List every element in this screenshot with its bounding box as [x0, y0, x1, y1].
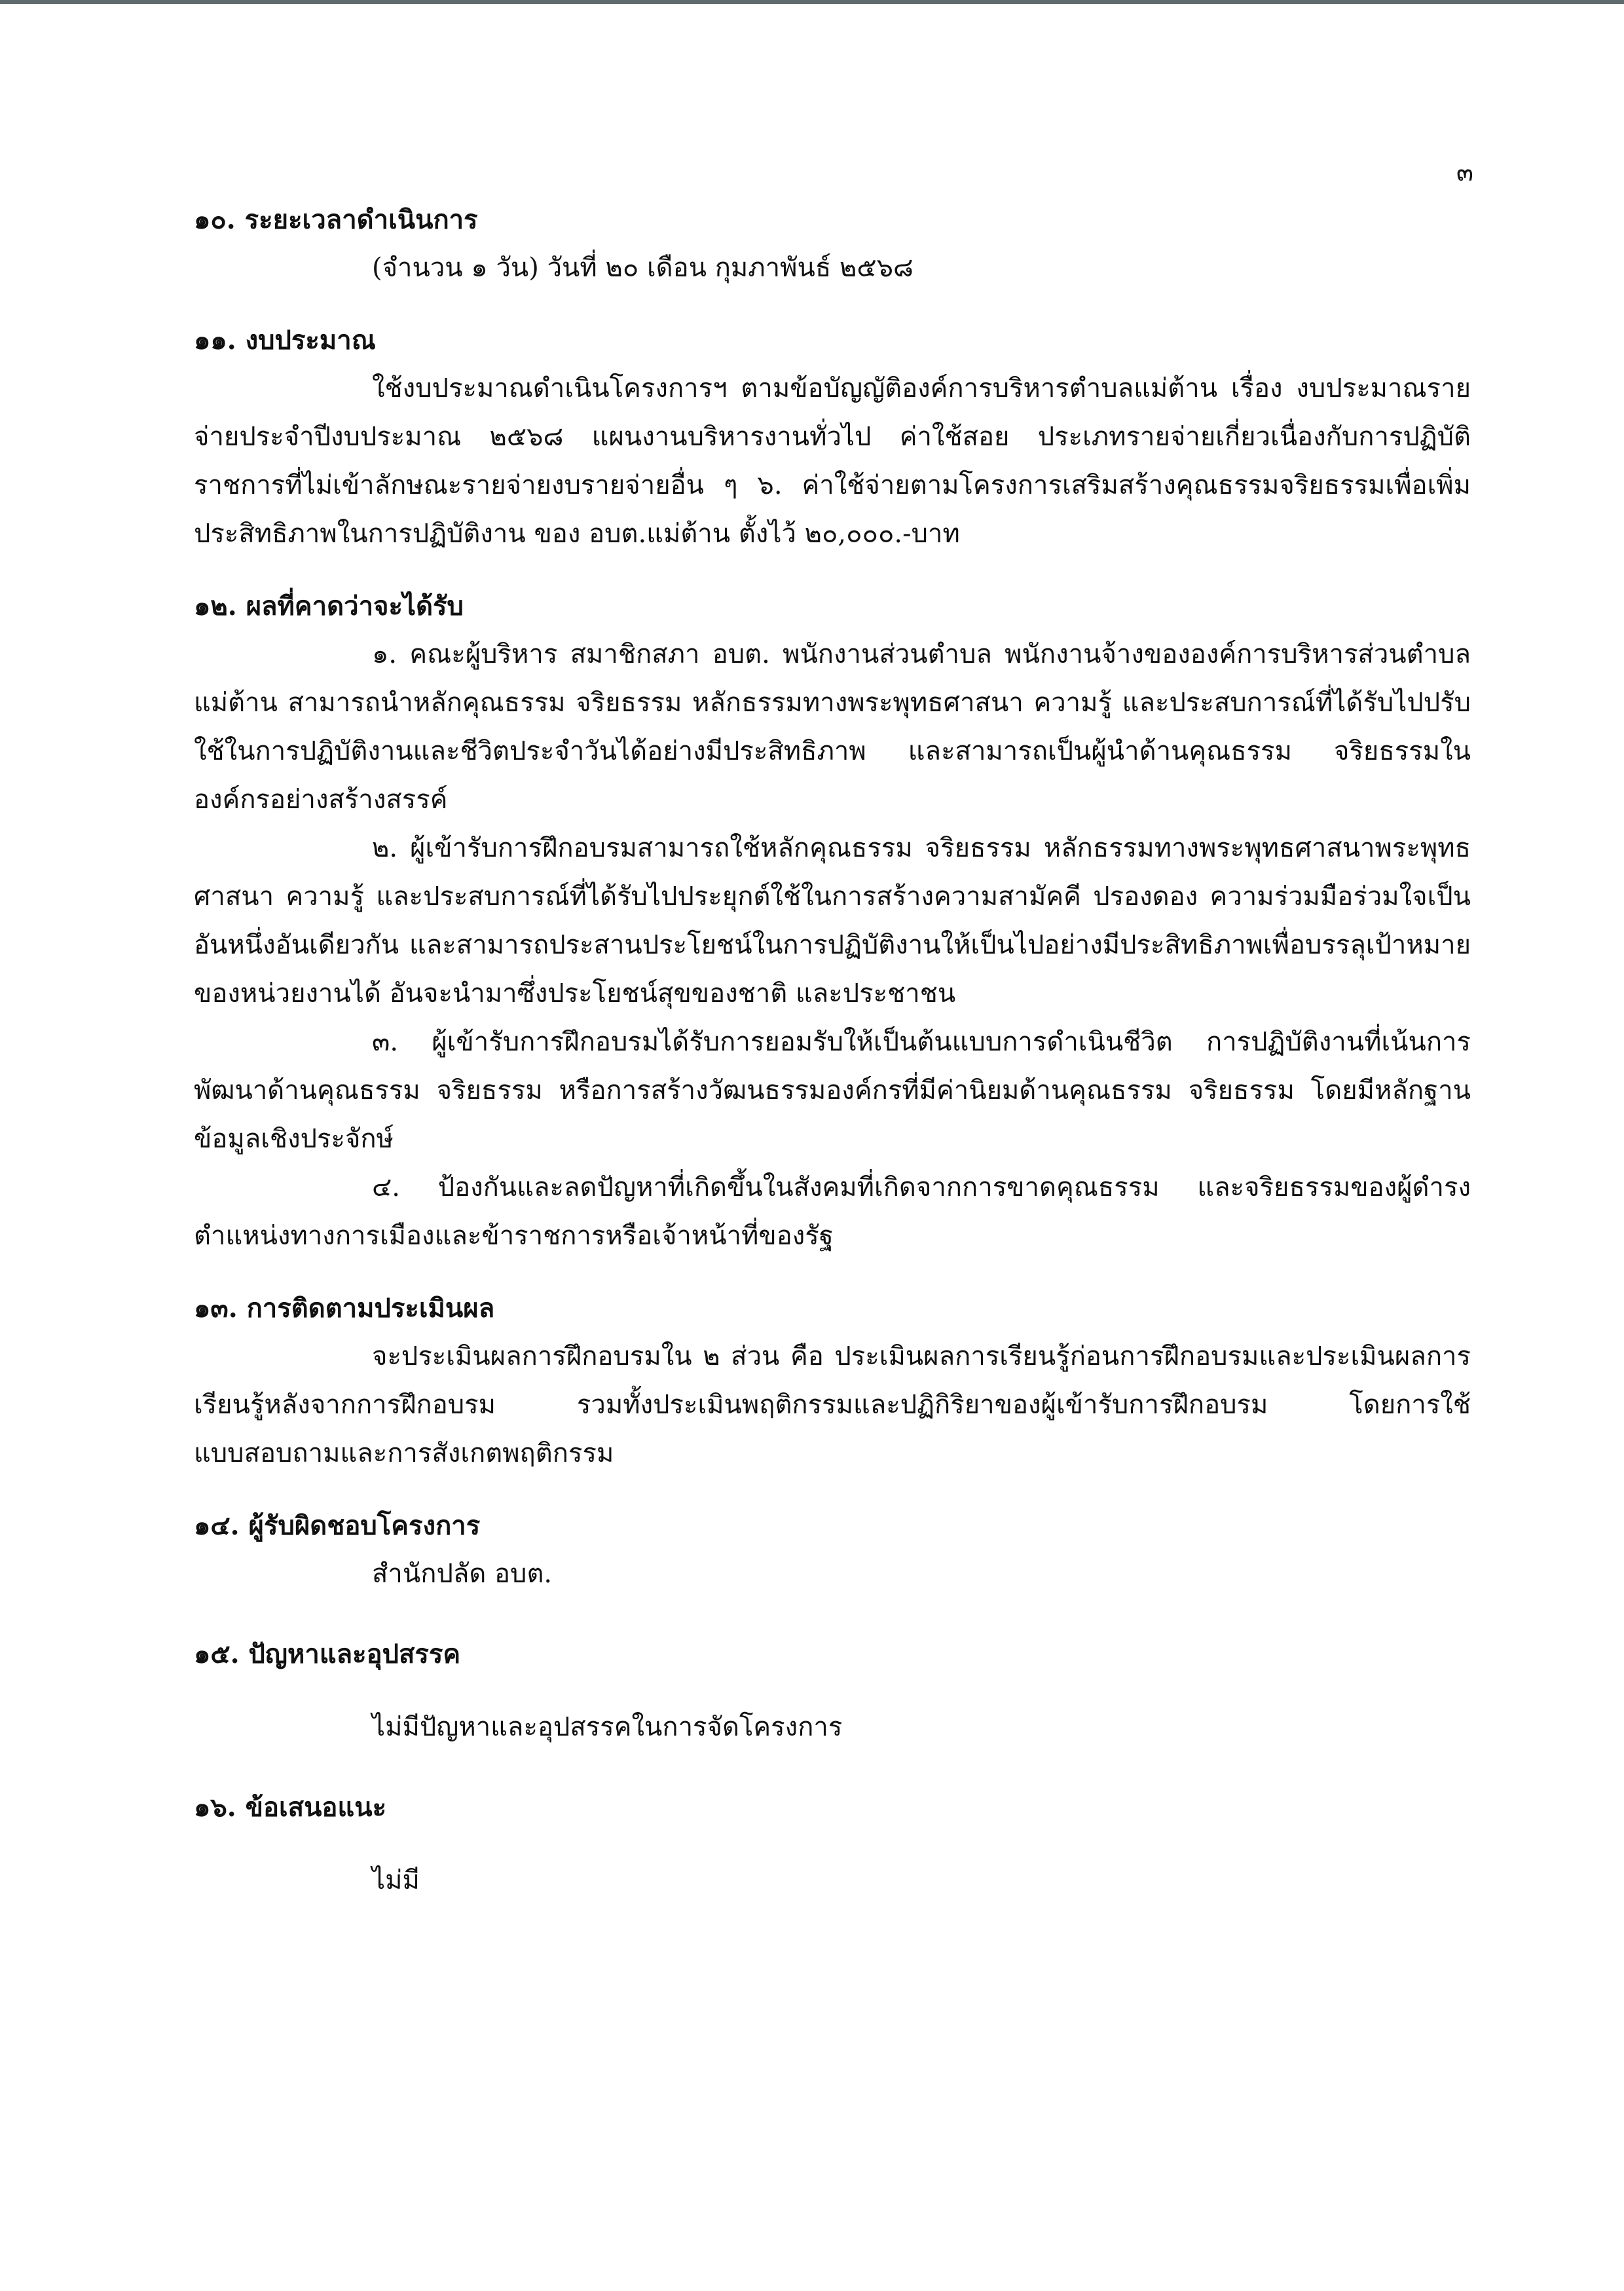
section-heading: ๑๔. ผู้รับผิดชอบโครงการ	[194, 1510, 481, 1541]
section-heading: ๑๐. ระยะเวลาดำเนินการ	[194, 204, 478, 235]
section-suggestions	[194, 1784, 1471, 1905]
section-paragraph: ใช้งบประมาณดำเนินโครงการฯ ตามข้อบัญญัติองค์การบริหารตำบลแม่ต้าน เรื่อง งบประมาณรายจ่ายประจำปีงบประมาณ ๒๕๖๘ แผนงานบริหารงานทั่วไป ค่าใช้สอย ประเภทรายจ่ายเกี่ยวเนื่องกับการปฏิบัติราชการที่ไม่เข้าลักษณะรายจ่ายงบรายจ่ายอื่น ๆ ๖. ค่าใช้จ่ายตามโครงการเสริมสร้างคุณธรรมจริยธรรมเพื่อเพิ่มประสิทธิภาพในการปฏิบัติงาน ของ อบต.แม่ต้าน ตั้งไว้ ๒๐,๐๐๐.-บาท	[194, 373, 1471, 549]
section-expected-results	[194, 583, 1471, 1260]
result-item: ๓. ผู้เข้ารับการฝึกอบรมได้รับการยอมรับให้เป็นต้นแบบการดำเนินชีวิต การปฏิบัติงานที่เน้นการพัฒนาด้านคุณธรรม จริยธรรม หรือการสร้างวัฒนธรรมองค์กรที่มีค่านิยมด้านคุณธรรม จริยธรรม โดยมีหลักฐานข้อมูลเชิงประจักษ์	[194, 1027, 1471, 1154]
result-item: ๔. ป้องกันและลดปัญหาที่เกิดขึ้นในสังคมที่เกิดจากการขาดคุณธรรม และจริยธรรมของผู้ดำรงตำแหน่งทางการเมืองและข้าราชการหรือเจ้าหน้าที่ของรัฐ	[194, 1172, 1471, 1251]
section-heading: ๑๑. งบประมาณ	[194, 325, 376, 356]
section-problems	[194, 1631, 1471, 1751]
result-item: ๒. ผู้เข้ารับการฝึกอบรมสามารถใช้หลักคุณธรรม จริยธรรม หลักธรรมทางพระพุทธศาสนาพระพุทธศาสนา ความรู้ และประสบการณ์ที่ได้รับไปประยุกต์ใช้ในการสร้างความสามัคคี ปรองดอง ความร่วมมือร่วมใจเป็นอันหนึ่งอันเดียวกัน และสามารถประสานประโยชน์ในการปฏิบัติงานให้เป็นไปอย่างมีประสิทธิภาพเพื่อบรรลุเป้าหมายของหน่วยงานได้ อันจะนำมาซึ่งประโยชน์สุขของชาติ และประชาชน	[194, 833, 1471, 1009]
section-heading: ๑๒. ผลที่คาดว่าจะได้รับ	[194, 591, 464, 622]
section-text: (จำนวน ๑ วัน) วันที่ ๒๐ เดือน กุมภาพันธ์ ๒๕๖๘	[372, 253, 913, 283]
section-responsible	[194, 1502, 1471, 1598]
section-budget	[194, 317, 1471, 558]
section-text: สำนักปลัด อบต.	[372, 1559, 553, 1589]
section-heading: ๑๓. การติดตามประเมินผล	[194, 1293, 495, 1324]
section-timeline	[194, 196, 1471, 292]
section-evaluation	[194, 1285, 1471, 1478]
section-text: ไม่มี	[372, 1865, 420, 1895]
scan-top-edge	[0, 0, 1624, 4]
section-heading: ๑๕. ปัญหาและอุปสรรค	[194, 1639, 461, 1669]
result-item: ๑. คณะผู้บริหาร สมาชิกสภา อบต. พนักงานส่วนตำบล พนักงานจ้างขององค์การบริหารส่วนตำบลแม่ต้าน สามารถนำหลักคุณธรรม จริยธรรม หลักธรรมทางพระพุทธศาสนา ความรู้ และประสบการณ์ที่ได้รับไปปรับใช้ในการปฏิบัติงานและชีวิตประจำวันได้อย่างมีประสิทธิภาพ และสามารถเป็นผู้นำด้านคุณธรรม จริยธรรมในองค์กรอย่างสร้างสรรค์	[194, 639, 1471, 815]
section-text: ไม่มีปัญหาและอุปสรรคในการจัดโครงการ	[372, 1712, 843, 1742]
page-number: ๓	[1456, 158, 1473, 187]
section-paragraph: จะประเมินผลการฝึกอบรมใน ๒ ส่วน คือ ประเมินผลการเรียนรู้ก่อนการฝึกอบรมและประเมินผลการเรียนรู้หลังจากการฝึกอบรม รวมทั้งประเมินพฤติกรรมและปฏิกิริยาของผู้เข้ารับการฝึกอบรม โดยการใช้แบบสอบถามและการสังเกตพฤติกรรม	[194, 1341, 1471, 1468]
section-heading: ๑๖. ข้อเสนอแนะ	[194, 1792, 387, 1823]
document-body	[194, 196, 1471, 1905]
